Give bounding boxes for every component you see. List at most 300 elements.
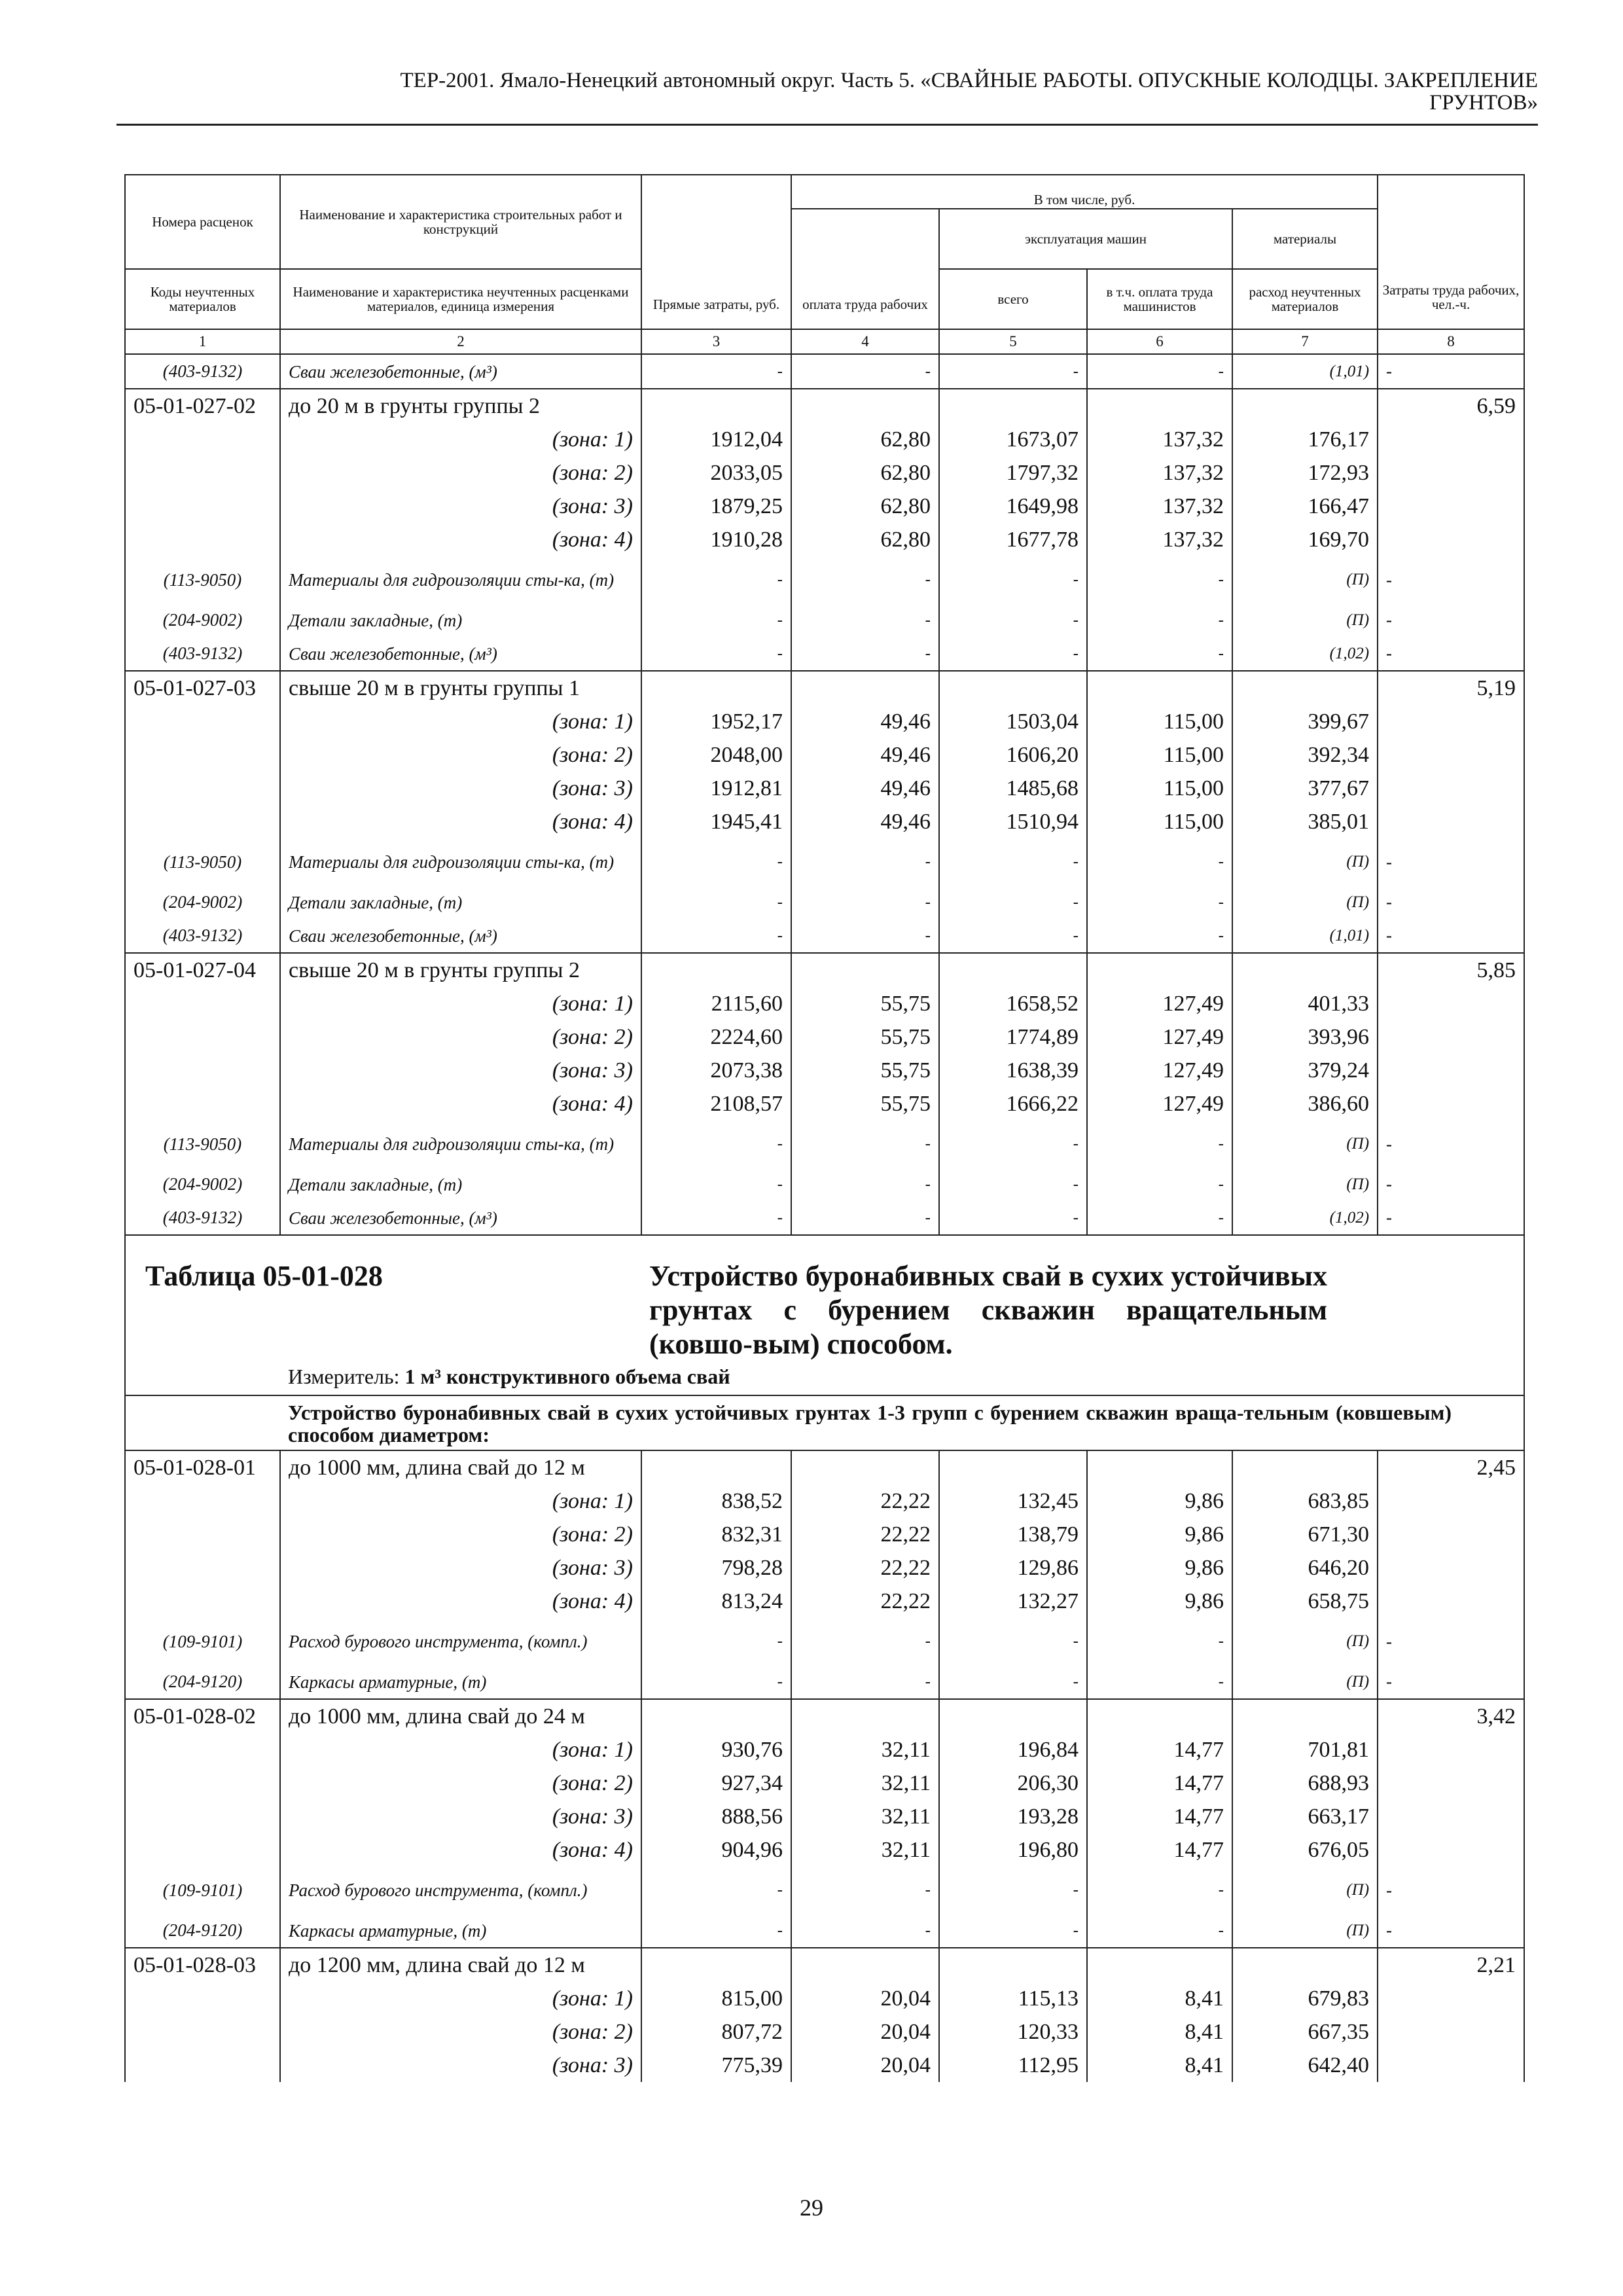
material-code: (204-9002) — [125, 603, 280, 637]
cell-value: (П) — [1232, 556, 1378, 603]
cell-value: 127,49 — [1087, 1087, 1232, 1121]
cell-value: - — [641, 1665, 791, 1699]
zone-row — [125, 1800, 1524, 1833]
cell-value: 14,77 — [1087, 1733, 1232, 1767]
cell-value: 663,17 — [1232, 1800, 1378, 1833]
cell-value: 807,72 — [641, 2015, 791, 2049]
cell-value: - — [1087, 1665, 1232, 1699]
cell-value: - — [791, 1914, 939, 1948]
cell-value: - — [939, 1914, 1087, 1948]
empty-cell — [641, 1699, 791, 1733]
material-code: (109-9101) — [125, 1618, 280, 1665]
cell-value: - — [791, 838, 939, 886]
material-row — [125, 1618, 1524, 1665]
table-label: Таблица 05-01-028 — [125, 1235, 641, 1361]
empty-cell — [1232, 953, 1378, 987]
cell-value: - — [641, 1914, 791, 1948]
col-number: 2 — [280, 329, 641, 354]
empty-cell — [791, 1450, 939, 1484]
empty-cell — [791, 389, 939, 423]
cell-value: 832,31 — [641, 1518, 791, 1551]
cell-value: (1,02) — [1232, 1201, 1378, 1235]
cell-value: - — [1087, 354, 1232, 389]
material-name: Материалы для гидроизоляции сты-ка, (т) — [280, 556, 641, 603]
material-name: Материалы для гидроизоляции сты-ка, (т) — [280, 1121, 641, 1168]
material-name: Сваи железобетонные, (м³) — [280, 637, 641, 671]
zone-row — [125, 1484, 1524, 1518]
unit-value: 1 м³ конструктивного объема свай — [404, 1365, 730, 1388]
zone-row — [125, 1087, 1524, 1121]
cell-value: 55,75 — [791, 987, 939, 1020]
rate-title: до 20 м в грунты группы 2 — [280, 389, 641, 423]
rate-title: до 1000 мм, длина свай до 24 м — [280, 1699, 641, 1733]
cell-value: - — [1378, 886, 1524, 919]
zone-label: (зона: 4) — [280, 523, 641, 556]
cell-value: 22,22 — [791, 1484, 939, 1518]
cell-value: (1,01) — [1232, 919, 1378, 953]
cell-value: - — [641, 886, 791, 919]
cell-value: - — [791, 637, 939, 671]
empty-cell — [641, 389, 791, 423]
cell-value: (П) — [1232, 1914, 1378, 1948]
empty-cell — [641, 953, 791, 987]
cell-value: 679,83 — [1232, 1982, 1378, 2015]
cell-value: - — [1378, 1201, 1524, 1235]
cell-value: - — [1087, 1168, 1232, 1201]
col-header-direct-costs: Прямые затраты, руб. — [641, 175, 791, 329]
cell-value: - — [1378, 919, 1524, 953]
rate-row — [125, 1450, 1524, 1484]
cell-value: 112,95 — [939, 2049, 1087, 2082]
cell-value: 120,33 — [939, 2015, 1087, 2049]
cell-value: - — [1378, 1665, 1524, 1699]
material-code: (403-9132) — [125, 354, 280, 389]
cell-value: - — [939, 838, 1087, 886]
cell-value: 8,41 — [1087, 2015, 1232, 2049]
empty-cell — [1378, 1087, 1524, 1121]
cell-value: 20,04 — [791, 2015, 939, 2049]
labor-cost: 2,45 — [1378, 1450, 1524, 1484]
cell-value: (П) — [1232, 1665, 1378, 1699]
cell-value: 701,81 — [1232, 1733, 1378, 1767]
col-number: 5 — [939, 329, 1087, 354]
empty-cell — [1378, 490, 1524, 523]
zone-label: (зона: 2) — [280, 2015, 641, 2049]
labor-cost: 6,59 — [1378, 389, 1524, 423]
empty-cell — [125, 523, 280, 556]
cell-value: 393,96 — [1232, 1020, 1378, 1054]
cell-value: 9,86 — [1087, 1484, 1232, 1518]
material-name: Материалы для гидроизоляции сты-ка, (т) — [280, 838, 641, 886]
cell-value: - — [641, 919, 791, 953]
empty-cell — [125, 1484, 280, 1518]
material-code: (113-9050) — [125, 838, 280, 886]
running-header — [236, 69, 1538, 114]
cell-value: 775,39 — [641, 2049, 791, 2082]
cell-value: 1666,22 — [939, 1087, 1087, 1121]
material-code: (204-9120) — [125, 1914, 280, 1948]
cell-value: - — [939, 1665, 1087, 1699]
material-row — [125, 838, 1524, 886]
zone-label: (зона: 2) — [280, 456, 641, 490]
material-name: Детали закладные, (т) — [280, 886, 641, 919]
empty-cell — [1378, 1733, 1524, 1767]
cell-value: 1485,68 — [939, 772, 1087, 805]
empty-cell — [1087, 671, 1232, 705]
cell-value: - — [1087, 603, 1232, 637]
cell-value: 1912,81 — [641, 772, 791, 805]
material-code: (403-9132) — [125, 919, 280, 953]
rates-table — [124, 174, 1525, 2082]
header-line-2: ГРУНТОВ» — [1429, 91, 1538, 115]
cell-value: (П) — [1232, 886, 1378, 919]
cell-value: (П) — [1232, 1867, 1378, 1914]
cell-value: 32,11 — [791, 1733, 939, 1767]
cell-value: - — [1378, 1121, 1524, 1168]
cell-value: - — [1378, 354, 1524, 389]
cell-value: 2108,57 — [641, 1087, 791, 1121]
cell-value: 1658,52 — [939, 987, 1087, 1020]
empty-cell — [939, 1948, 1087, 1982]
cell-value: 2073,38 — [641, 1054, 791, 1087]
cell-value: 379,24 — [1232, 1054, 1378, 1087]
cell-value: 8,41 — [1087, 1982, 1232, 2015]
col-header-materials: материалы — [1232, 209, 1378, 269]
cell-value: 8,41 — [1087, 2049, 1232, 2082]
zone-row — [125, 1982, 1524, 2015]
material-name: Детали закладные, (т) — [280, 1168, 641, 1201]
material-name: Сваи железобетонные, (м³) — [280, 919, 641, 953]
cell-value: 49,46 — [791, 705, 939, 738]
cell-value: 115,13 — [939, 1982, 1087, 2015]
material-code: (113-9050) — [125, 1121, 280, 1168]
zone-label: (зона: 3) — [280, 2049, 641, 2082]
cell-value: 14,77 — [1087, 1767, 1232, 1800]
material-code: (204-9002) — [125, 886, 280, 919]
col-header-material-consumption: расход неучтенных материалов — [1232, 269, 1378, 329]
empty-cell — [1378, 2015, 1524, 2049]
material-row — [125, 354, 1524, 389]
zone-row — [125, 738, 1524, 772]
empty-cell — [1232, 389, 1378, 423]
material-code: (113-9050) — [125, 556, 280, 603]
cell-value: 1879,25 — [641, 490, 791, 523]
cell-value: 115,00 — [1087, 705, 1232, 738]
empty-cell — [1087, 1699, 1232, 1733]
empty-cell — [125, 1020, 280, 1054]
cell-value: - — [1087, 886, 1232, 919]
zone-label: (зона: 3) — [280, 1054, 641, 1087]
empty-cell — [125, 2015, 280, 2049]
empty-cell — [125, 2049, 280, 2082]
cell-value: 55,75 — [791, 1020, 939, 1054]
cell-value: 386,60 — [1232, 1087, 1378, 1121]
cell-value: 62,80 — [791, 456, 939, 490]
cell-value: 385,01 — [1232, 805, 1378, 838]
cell-value: (П) — [1232, 1121, 1378, 1168]
material-row — [125, 603, 1524, 637]
cell-value: - — [1378, 637, 1524, 671]
empty-cell — [641, 1450, 791, 1484]
cell-value: - — [791, 354, 939, 389]
cell-value: 115,00 — [1087, 805, 1232, 838]
rate-row — [125, 671, 1524, 705]
zone-label: (зона: 2) — [280, 1020, 641, 1054]
material-name: Расход бурового инструмента, (компл.) — [280, 1867, 641, 1914]
cell-value: (П) — [1232, 603, 1378, 637]
empty-cell — [791, 1699, 939, 1733]
cell-value: 927,34 — [641, 1767, 791, 1800]
cell-value: 169,70 — [1232, 523, 1378, 556]
cell-value: (1,01) — [1232, 354, 1378, 389]
cell-value: - — [1087, 1618, 1232, 1665]
cell-value: 1797,32 — [939, 456, 1087, 490]
cell-value: - — [641, 637, 791, 671]
zone-row — [125, 2015, 1524, 2049]
material-code: (403-9132) — [125, 1201, 280, 1235]
col-header-material-codes: Коды неучтенных материалов — [125, 269, 280, 329]
empty-cell — [939, 1450, 1087, 1484]
cell-value: 62,80 — [791, 423, 939, 456]
zone-row — [125, 423, 1524, 456]
rate-code: 05-01-027-02 — [125, 389, 280, 423]
zone-label: (зона: 2) — [280, 1518, 641, 1551]
empty-cell — [1378, 1833, 1524, 1867]
zone-row — [125, 1585, 1524, 1618]
table-subtitle: Устройство буронабивных свай в сухих устойчивых грунтах 1-3 групп с бурением скважин враща-тельным (ковшевым) способом диаметром: — [280, 1395, 1524, 1450]
empty-cell — [939, 1699, 1087, 1733]
material-name: Каркасы арматурные, (т) — [280, 1665, 641, 1699]
cell-value: 55,75 — [791, 1054, 939, 1087]
zone-row — [125, 772, 1524, 805]
zone-row — [125, 1518, 1524, 1551]
empty-cell — [125, 456, 280, 490]
rate-code: 05-01-027-03 — [125, 671, 280, 705]
table-title: Устройство буронабивных свай в сухих устойчивых грунтах с бурением скважин вращательным (ковшо-вым) способом. — [641, 1235, 1524, 1361]
cell-value: 798,28 — [641, 1551, 791, 1585]
empty-cell — [1378, 1585, 1524, 1618]
cell-value: 49,46 — [791, 772, 939, 805]
material-name: Сваи железобетонные, (м³) — [280, 354, 641, 389]
empty-cell — [125, 1395, 280, 1450]
cell-value: 55,75 — [791, 1087, 939, 1121]
empty-cell — [125, 805, 280, 838]
labor-cost: 5,85 — [1378, 953, 1524, 987]
cell-value: - — [641, 1168, 791, 1201]
empty-cell — [1378, 1518, 1524, 1551]
empty-cell — [939, 671, 1087, 705]
zone-label: (зона: 1) — [280, 987, 641, 1020]
rate-title: до 1200 мм, длина свай до 12 м — [280, 1948, 641, 1982]
zone-label: (зона: 1) — [280, 1484, 641, 1518]
cell-value: 32,11 — [791, 1767, 939, 1800]
empty-cell — [791, 953, 939, 987]
col-header-work-name: Наименование и характеристика строительных работ и конструкций — [280, 175, 641, 269]
zone-row — [125, 1551, 1524, 1585]
cell-value: - — [791, 603, 939, 637]
empty-cell — [125, 1733, 280, 1767]
col-header-including: В том числе, руб. — [791, 175, 1378, 209]
material-name: Каркасы арматурные, (т) — [280, 1914, 641, 1948]
col-header-machines: эксплуатация машин — [939, 209, 1232, 269]
cell-value: 1649,98 — [939, 490, 1087, 523]
cell-value: 401,33 — [1232, 987, 1378, 1020]
cell-value: 838,52 — [641, 1484, 791, 1518]
rate-row — [125, 953, 1524, 987]
empty-cell — [641, 671, 791, 705]
cell-value: 1945,41 — [641, 805, 791, 838]
cell-value: 9,86 — [1087, 1518, 1232, 1551]
col-header-labor-cost: Затраты труда рабочих, чел.-ч. — [1378, 175, 1524, 329]
empty-cell — [1378, 738, 1524, 772]
cell-value: - — [641, 1121, 791, 1168]
cell-value: - — [1087, 1201, 1232, 1235]
unit-prefix: Измеритель: — [288, 1365, 405, 1388]
material-name: Детали закладные, (т) — [280, 603, 641, 637]
cell-value: 14,77 — [1087, 1800, 1232, 1833]
cell-value: - — [939, 637, 1087, 671]
col-number: 6 — [1087, 329, 1232, 354]
cell-value: - — [641, 1201, 791, 1235]
cell-value: 193,28 — [939, 1800, 1087, 1833]
cell-value: - — [939, 354, 1087, 389]
zone-row — [125, 456, 1524, 490]
cell-value: 1503,04 — [939, 705, 1087, 738]
empty-cell — [125, 1054, 280, 1087]
rate-title: свыше 20 м в грунты группы 1 — [280, 671, 641, 705]
rate-row — [125, 389, 1524, 423]
empty-cell — [125, 1087, 280, 1121]
rate-title: свыше 20 м в грунты группы 2 — [280, 953, 641, 987]
cell-value: - — [939, 1618, 1087, 1665]
cell-value: 49,46 — [791, 805, 939, 838]
zone-label: (зона: 4) — [280, 805, 641, 838]
cell-value: - — [939, 1121, 1087, 1168]
cell-value: - — [791, 1618, 939, 1665]
cell-value: 176,17 — [1232, 423, 1378, 456]
cell-value: 1606,20 — [939, 738, 1087, 772]
zone-row — [125, 1767, 1524, 1800]
zone-row — [125, 1054, 1524, 1087]
empty-cell — [125, 1982, 280, 2015]
rate-code: 05-01-028-01 — [125, 1450, 280, 1484]
col-number: 4 — [791, 329, 939, 354]
cell-value: 2033,05 — [641, 456, 791, 490]
empty-cell — [1378, 456, 1524, 490]
cell-value: 815,00 — [641, 1982, 791, 2015]
cell-value: - — [1087, 1867, 1232, 1914]
zone-label: (зона: 3) — [280, 1551, 641, 1585]
cell-value: 137,32 — [1087, 490, 1232, 523]
cell-value: 20,04 — [791, 1982, 939, 2015]
zone-row — [125, 705, 1524, 738]
empty-cell — [939, 953, 1087, 987]
col-number: 1 — [125, 329, 280, 354]
empty-cell — [125, 1833, 280, 1867]
empty-cell — [1378, 1020, 1524, 1054]
cell-value: - — [939, 1168, 1087, 1201]
empty-cell — [1378, 705, 1524, 738]
cell-value: - — [641, 556, 791, 603]
zone-label: (зона: 3) — [280, 1800, 641, 1833]
cell-value: 667,35 — [1232, 2015, 1378, 2049]
page-number: 29 — [800, 2195, 823, 2221]
empty-cell — [125, 1551, 280, 1585]
zone-label: (зона: 4) — [280, 1087, 641, 1121]
cell-value: - — [1087, 1121, 1232, 1168]
col-header-labor-pay: оплата труда рабочих — [791, 209, 939, 329]
material-row — [125, 886, 1524, 919]
empty-cell — [125, 1518, 280, 1551]
cell-value: 399,67 — [1232, 705, 1378, 738]
cell-value: - — [939, 1867, 1087, 1914]
empty-cell — [939, 389, 1087, 423]
empty-cell — [1087, 389, 1232, 423]
cell-value: 1677,78 — [939, 523, 1087, 556]
cell-value: - — [939, 1201, 1087, 1235]
cell-value: 930,76 — [641, 1733, 791, 1767]
empty-cell — [125, 423, 280, 456]
empty-cell — [125, 738, 280, 772]
cell-value: 132,27 — [939, 1585, 1087, 1618]
cell-value: 127,49 — [1087, 987, 1232, 1020]
empty-cell — [791, 1948, 939, 1982]
zone-row — [125, 523, 1524, 556]
cell-value: 49,46 — [791, 738, 939, 772]
empty-cell — [1378, 523, 1524, 556]
cell-value: (П) — [1232, 1168, 1378, 1201]
rate-code: 05-01-028-02 — [125, 1699, 280, 1733]
cell-value: 904,96 — [641, 1833, 791, 1867]
cell-value: - — [641, 354, 791, 389]
empty-cell — [125, 772, 280, 805]
cell-value: - — [791, 1121, 939, 1168]
empty-cell — [1087, 953, 1232, 987]
zone-label: (зона: 1) — [280, 705, 641, 738]
material-name: Сваи железобетонные, (м³) — [280, 1201, 641, 1235]
cell-value: 132,45 — [939, 1484, 1087, 1518]
cell-value: - — [791, 1201, 939, 1235]
cell-value: - — [1087, 556, 1232, 603]
cell-value: 22,22 — [791, 1551, 939, 1585]
cell-value: - — [939, 919, 1087, 953]
cell-value: 2115,60 — [641, 987, 791, 1020]
cell-value: - — [1378, 556, 1524, 603]
col-header-rate-numbers: Номера расценок — [125, 175, 280, 269]
labor-cost: 3,42 — [1378, 1699, 1524, 1733]
cell-value: - — [1378, 1618, 1524, 1665]
empty-cell — [1378, 1800, 1524, 1833]
material-code: (109-9101) — [125, 1867, 280, 1914]
rates-table-body — [125, 354, 1524, 2082]
cell-value: - — [1087, 1914, 1232, 1948]
material-code: (204-9002) — [125, 1168, 280, 1201]
empty-cell — [125, 1361, 280, 1395]
empty-cell — [1087, 1450, 1232, 1484]
zone-row — [125, 805, 1524, 838]
cell-value: 32,11 — [791, 1833, 939, 1867]
col-number: 3 — [641, 329, 791, 354]
cell-value: 115,00 — [1087, 772, 1232, 805]
rate-row — [125, 1699, 1524, 1733]
cell-value: 137,32 — [1087, 423, 1232, 456]
cell-value: 166,47 — [1232, 490, 1378, 523]
cell-value: 813,24 — [641, 1585, 791, 1618]
zone-label: (зона: 3) — [280, 490, 641, 523]
cell-value: 1910,28 — [641, 523, 791, 556]
rates-table-container — [124, 174, 1524, 2082]
zone-label: (зона: 2) — [280, 1767, 641, 1800]
